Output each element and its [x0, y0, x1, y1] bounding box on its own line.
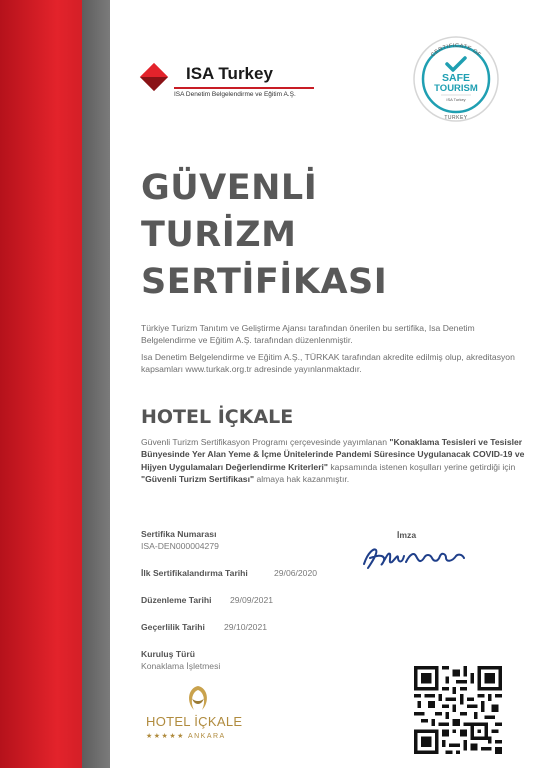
title-line-3: SERTİFİKASI — [141, 262, 388, 302]
body-text-b: kapsamında istenen koşulları yerine getirdiği için — [328, 461, 516, 472]
badge-small-text: ISA Turkey — [446, 97, 466, 102]
qr-code — [414, 666, 502, 754]
hotel-icakale-logo — [142, 682, 262, 752]
isa-turkey-logo — [142, 63, 322, 103]
hotel-logo-city — [146, 732, 226, 740]
safe-tourism-badge — [411, 33, 501, 125]
validity-date-value: 29/10/2021 — [224, 622, 268, 632]
body-text-a: Güvenli Turizm Sertifikasyon Programı çerçevesinde yayımlanan — [141, 437, 390, 447]
cert-number-label: Sertifika Numarası — [141, 529, 217, 539]
logo-title: ISA Turkey — [186, 64, 273, 83]
badge-tourism: TOURISM — [434, 83, 478, 94]
signature-image — [358, 540, 468, 574]
badge-ring-text: CERTIFICATE OF — [430, 42, 482, 59]
logo-underline — [174, 87, 314, 89]
issue-date-label: Düzenleme Tarihi — [141, 595, 212, 605]
signature-stroke — [364, 550, 464, 568]
body-cert-name: "Güvenli Turizm Sertifikası" — [141, 474, 255, 485]
badge-bottom-text: TURKEY — [444, 115, 468, 121]
diamond-icon — [140, 63, 168, 91]
certificate-body — [141, 436, 526, 486]
cert-number-value: ISA-DEN000004279 — [141, 541, 219, 551]
organization-type-label: Kuruluş Türü — [141, 649, 195, 659]
stars-icon: ★★★★★ — [146, 733, 188, 740]
intro-paragraph-2: Isa Denetim Belgelendirme ve Eğitim A.Ş., TÜRKAK tarafından akredite edilmiş olup, akreditasyon kapsamları www.turkak.org.tr adresinde yayınlanmaktadır. — [141, 352, 515, 374]
hotel-name: HOTEL İÇKALE — [141, 406, 294, 428]
issue-date-value: 29/09/2021 — [230, 595, 274, 605]
badge-safe: SAFE — [441, 72, 471, 84]
title-line-2: TURİZM — [141, 215, 297, 255]
gray-side-stripe — [82, 0, 110, 768]
body-text-c: almaya hak kazanmıştır. — [254, 474, 350, 485]
page-title — [141, 165, 387, 306]
hotel-logo-city-text: ANKARA — [187, 733, 226, 740]
intro-paragraph-1: Türkiye Turizm Tanıtım ve Geliştirme Ajansı tarafından önerilen bu sertifika, Isa Denetim Belgelendirme ve Eğitim A.Ş. tarafından düzenlenmiştir. — [141, 323, 475, 345]
organization-type-value: Konaklama İşletmesi — [141, 661, 221, 671]
validity-date-label: Geçerlilik Tarihi — [141, 622, 205, 632]
red-side-stripe — [0, 0, 82, 768]
body-criteria: "Konaklama Tesisleri ve Tesisler Bünyesinde Yer Alan Yeme & İçme Ünitelerinde Pandemi Süresince Uygulanacak COVID-19 ve Hijyen Uygulamaları Değerlendirme Kriterleri" — [141, 437, 525, 472]
hotel-logo-name: HOTEL İÇKALE — [146, 714, 243, 729]
signature-label: İmza — [397, 530, 417, 540]
first-cert-date-label: İlk Sertifikalandırma Tarihi — [141, 568, 248, 578]
first-cert-date-value: 29/06/2020 — [274, 568, 318, 578]
hotel-emblem-icon — [182, 684, 214, 714]
logo-subtitle: ISA Denetim Belgelendirme ve Eğitim A.Ş. — [174, 91, 296, 98]
title-line-1: GÜVENLİ — [141, 168, 318, 208]
